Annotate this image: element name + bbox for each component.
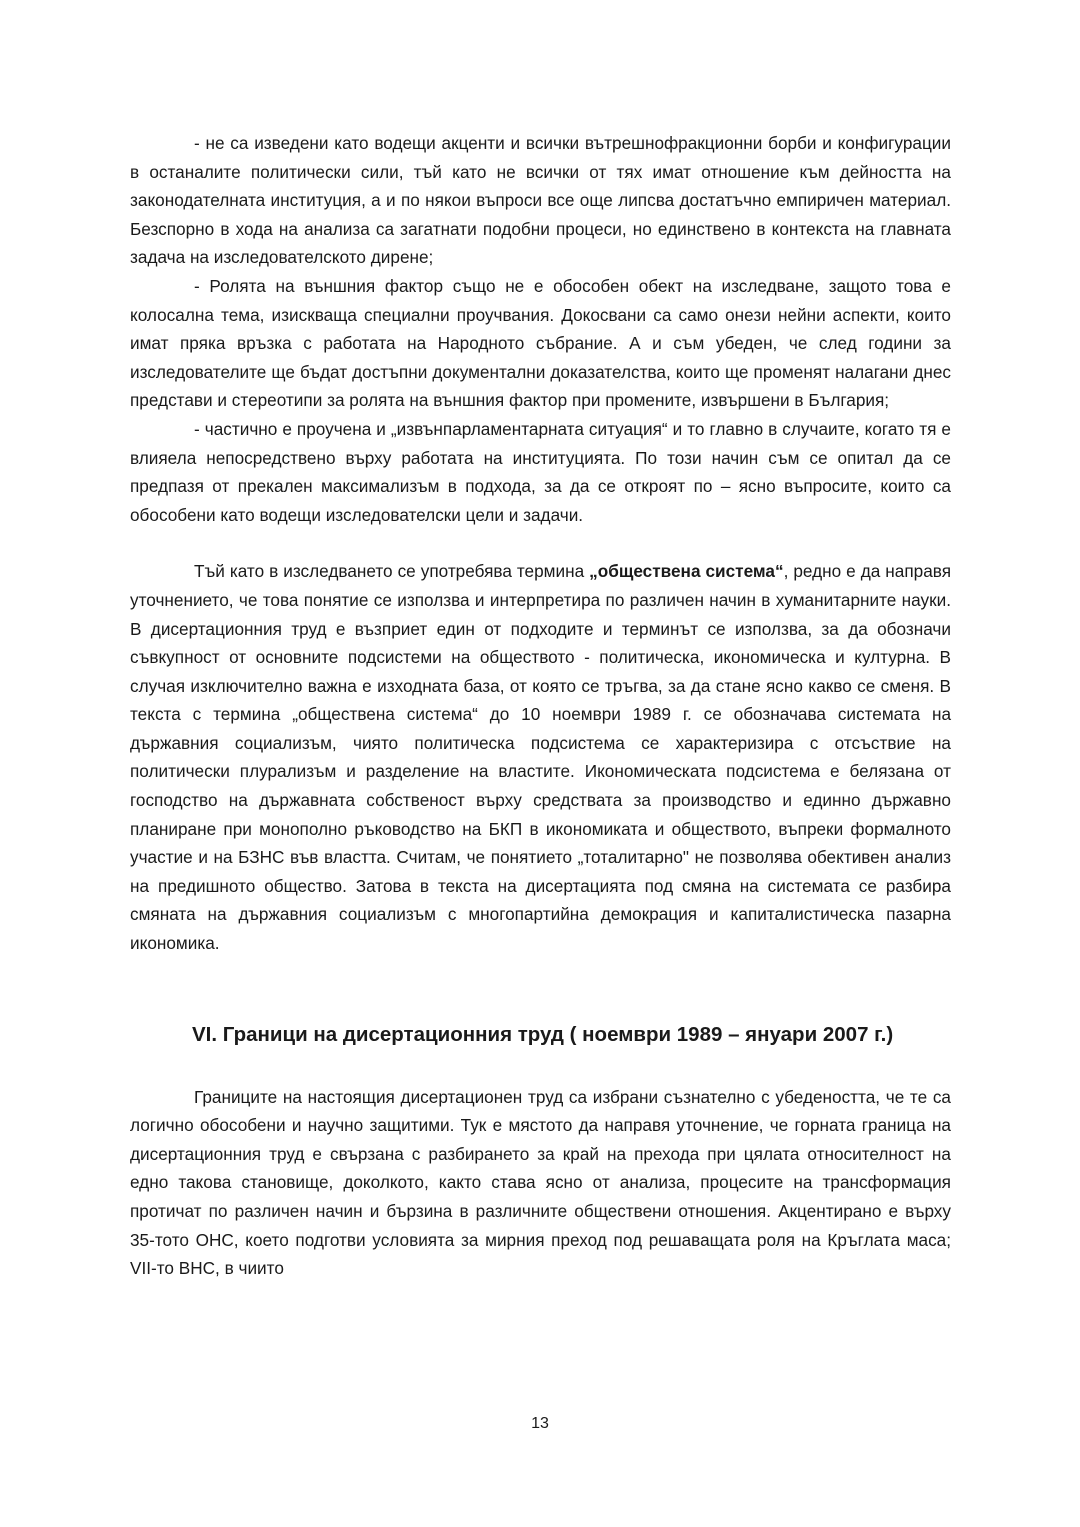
boundaries-paragraph: Границите на настоящия дисертационен труд са избрани съзнателно с убедеността, че те са логично обособени и научно защитими. Тук е мястото да направя уточнение, че горната граница на дисертационния труд е свързана с разбирането за край на прехода при цялата относителност на едно такова становище, доколкото, както става ясно от анализа, процесите на трансформация протичат по различен начин и бързина в различните обществени отношения. Акцентирано е върху 35-тото ОНС, което подготви условията за мирния преход под решаващата роля на Кръглата маса; VII-то ВНС, в чиито (130, 1086, 951, 1279)
social-system-body: , редно е да направя уточнението, че това понятие се използва и интерпретира по различен начин в хуманитарните науки. В дисертационния труд е възприет един от подходите и терминът се използва, за да обозначи съвкупност от основните подсистеми на обществото - политическа, икономическа и културна. В случая изключително важна е изходната база, от която се тръгва, за да стане ясно какво се сменя. В текста с термина „обществена система“ до 10 ноември 1989 г. се обозначава системата на държавния социализъм, чиято политическа подсистема се характеризира с отсъствие на политически плурализъм и разделение на властите. Икономическата подсистема е белязана от господство на държавната собственост върху средствата за производство и единно държавно планиране при монополно ръководство на БКП в икономиката и обществото, въпреки формалното участие и на БЗНС във властта. Считам, че понятието „тоталитарно" не позволява обективен анализ на предишното общество. Затова в текста на дисертацията под смяна на системата се разбира смяната на държавния социализъм с многопартийна демокрация и капиталистическа пазарна икономика. (130, 561, 952, 954)
page-body (130, 129, 951, 1283)
list-item-extra-parliamentary: - частично е проучена и „извънпарламентарната ситуация“ и то главно в случаите, когато тя е влияела непосредствено върху работата на институцията. По този начин съм се опитал да се предпазя от прекален максимализъм в подхода, за да се откроят по – ясно въпросите, които са обособени като водещи изследователски цели и задачи. (130, 418, 951, 525)
section-heading: VI. Граници на дисертационния труд ( ноември 1989 – януари 2007 г.) (192, 1022, 894, 1046)
list-item-external-factor: - Ролята на външния фактор също не е обособен обект на изследване, защото това е колосална тема, изискваща специални проучвания. Докосвани са само онези нейни аспекти, които имат пряка връзка с работата на Народното събрание. А и съм убеден, че след години за изследователите ще бъдат достъпни документални доказателства, които ще променят налагани днес представи и стереотипи за ролята на външния фактор при промените, извършени в България; (130, 275, 951, 411)
list-item-internal-factions: - не са изведени като водещи акценти и всички вътрешнофракционни борби и конфигурации в останалите политически сили, тъй като не всички от тях имат отношение към дейността на законодателната институция, а и по някои въпроси все още липсва достатъчно емпиричен материал. Безспорно в хода на анализа са загатнати подобни процеси, но единствено в контекста на главната задача на изследователското дирене; (130, 133, 951, 268)
page-number: 13 (531, 1415, 549, 1432)
social-system-intro: Тъй като в изследването се употребява термина (194, 561, 590, 582)
heading-spacer (130, 1054, 951, 1083)
social-system-term: „обществена система“ (589, 561, 784, 582)
section-spacer (130, 958, 951, 1016)
social-system-paragraph (130, 557, 951, 957)
paragraph-spacer (130, 529, 951, 557)
